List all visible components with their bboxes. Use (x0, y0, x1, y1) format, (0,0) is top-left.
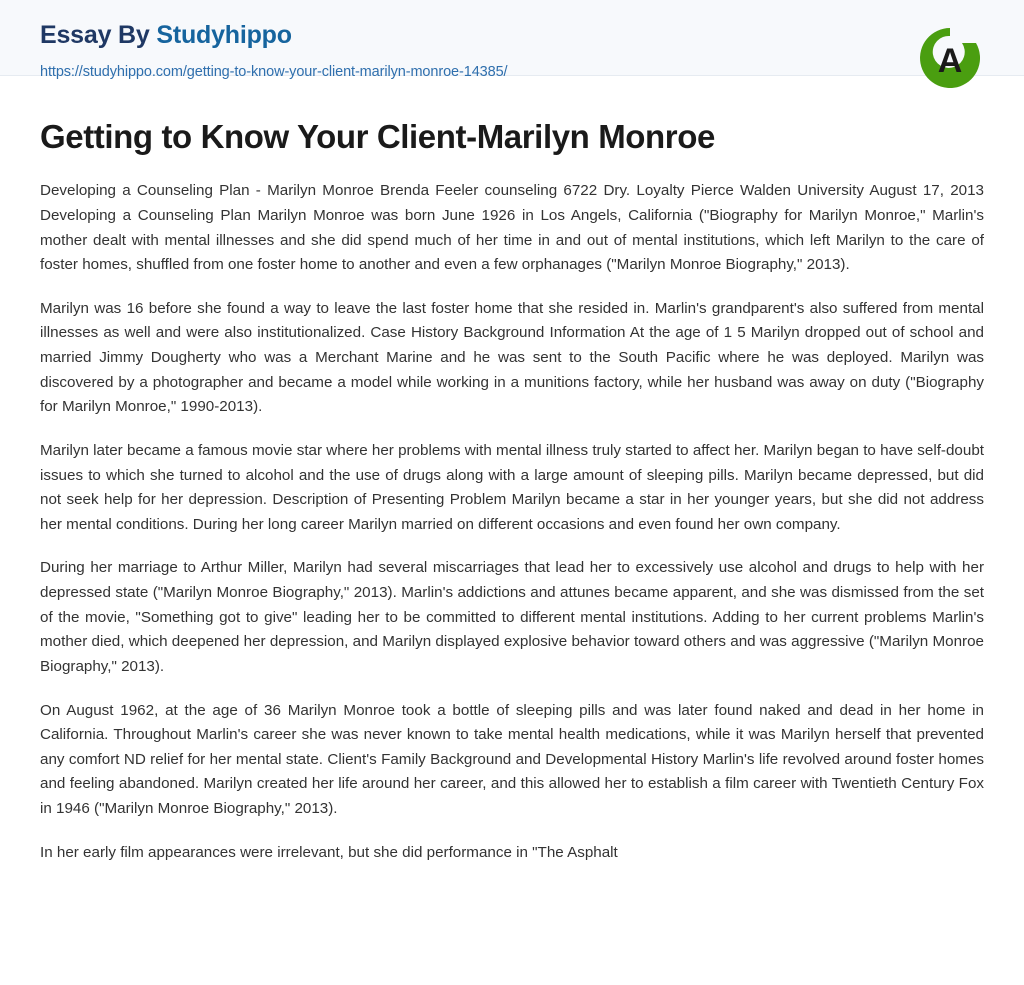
site-header (0, 0, 1024, 80)
studyhippo-logo-icon (914, 22, 986, 94)
svg-text:A: A (937, 42, 963, 80)
source-url-link[interactable]: https://studyhippo.com/getting-to-know-your-client-marilyn-monroe-14385/ (40, 63, 508, 80)
article-paragraph: In her early film appearances were irrelevant, but she did performance in "The Asphalt (40, 843, 618, 861)
article-paragraph: Developing a Counseling Plan - Marilyn Monroe Brenda Feeler counseling 6722 Dry. Loyalty Pierce Walden University August 17, 2013 Developing a Counseling Plan Marilyn Monroe was born June 1926 in Los Angels, California ("Biography for Marilyn Monroe," Marlin's mother dealt with mental illnesses and she did spend much of her time in and out of mental institutions, which left Marilyn to the care of foster homes, shuffled from one foster home to another and even a few orphanages ("Marilyn Monroe Biography," 2013). (40, 182, 984, 274)
article-paragraph: Marilyn later became a famous movie star where her problems with mental illness truly started to affect her. Marilyn began to have self-doubt issues to which she turned to alcohol and the use of drugs along with a large amount of sleeping pills. Marilyn became depressed, but did not seek help for her depression. Description of Presenting Problem Marilyn became a star in her younger years, but she did not address her mental conditions. During her long career Marilyn married on different occasions and even found her own company. (40, 441, 984, 533)
article-paragraph: On August 1962, at the age of 36 Marilyn Monroe took a bottle of sleeping pills and was later found naked and dead in her home in California. Throughout Marlin's career she was never known to take mental health medications, while it was Marilyn herself that prevented any comfort ND relief for her mental state. Client's Family Background and Developmental History Marlin's life revolved around foster homes and feeling abandoned. Marilyn created her life around her career, and this allowed her to establish a film career with Twentieth Century Fox in 1946 ("Marilyn Monroe Biography," 2013). (40, 701, 984, 817)
article-paragraph: During her marriage to Arthur Miller, Marilyn had several miscarriages that lead her to excessively use alcohol and drugs to help with her depressed state ("Marilyn Monroe Biography," 2013). Marlin's addictions and attunes became apparent, and she was dismissed from the set of the movie, "Something got to give" leading her to be committed to different mental institutions. Adding to her current problems Marlin's mother died, which deepened her depression, and Marilyn displayed explosive behavior toward others and was aggressive ("Marilyn Monroe Biography," 2013). (40, 559, 984, 675)
brand-primary-text: Essay By (40, 21, 157, 49)
brand-accent-text: Studyhippo (156, 21, 292, 49)
page-title: Getting to Know Your Client-Marilyn Monroe (40, 118, 715, 155)
site-brand (40, 22, 984, 50)
article-paragraph: Marilyn was 16 before she found a way to leave the last foster home that she resided in. Marlin's grandparent's also suffered from mental illnesses as well and were also institutionalized. Case History Background Information At the age of 1 5 Marilyn dropped out of school and married Jimmy Dougherty who was a Merchant Marine and he was sent to the South Pacific where he was deployed. Marilyn was discovered by a photographer and became a model while working in a munitions factory, while her husband was away on duty ("Biography for Marilyn Monroe," 1990-2013). (40, 299, 984, 416)
article-body (0, 76, 1024, 865)
